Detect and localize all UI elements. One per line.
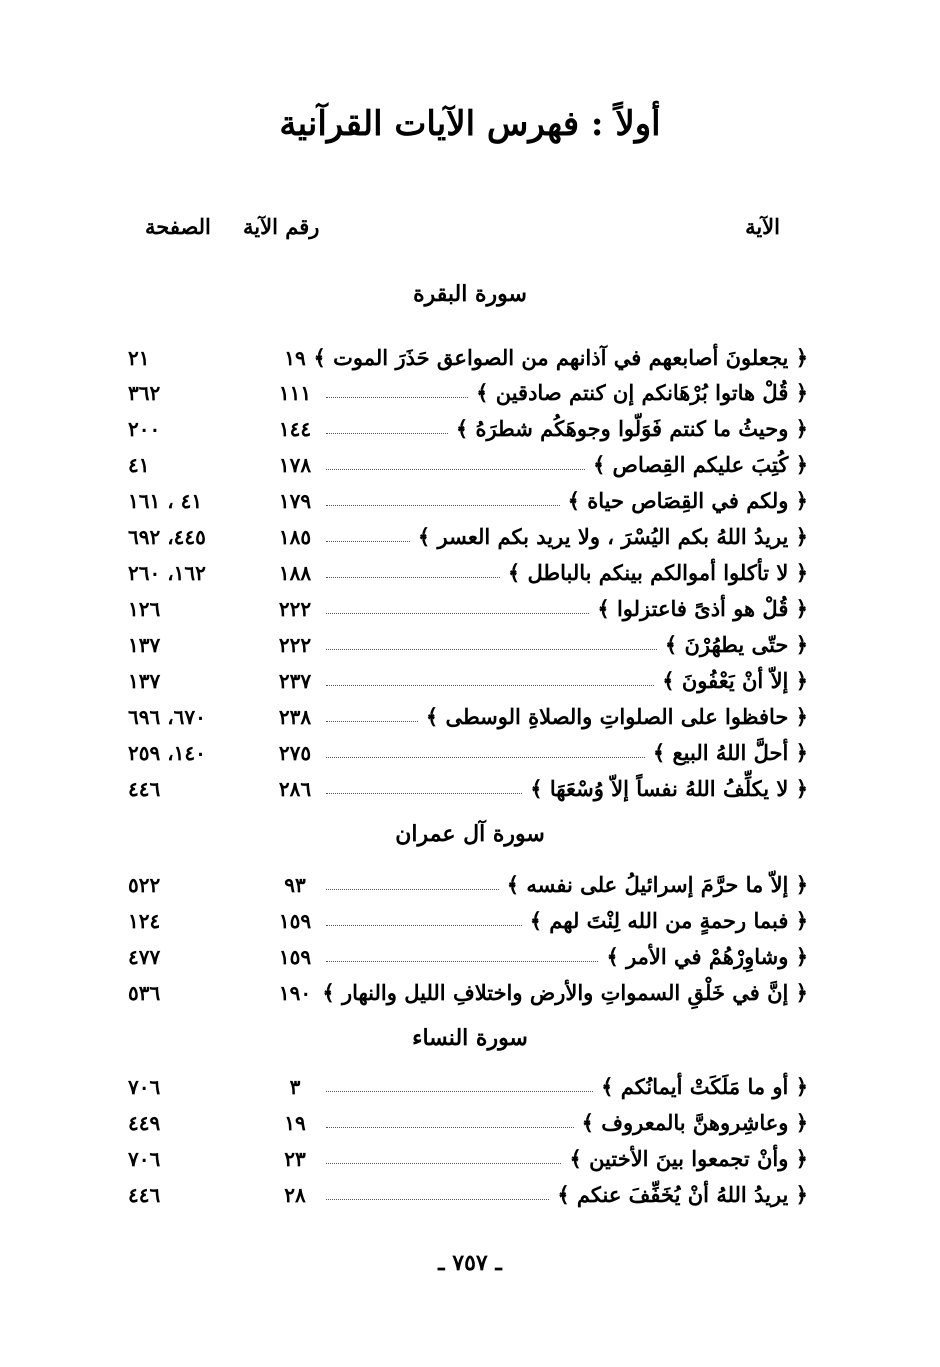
verse-text: ﴿ إلاّ أنْ يَعْفُونَ ﴾ bbox=[662, 668, 808, 693]
page-refs: ١٢٦ bbox=[128, 597, 161, 621]
dot-leader bbox=[326, 613, 589, 614]
ayah-number: ١٥٩ bbox=[278, 945, 312, 969]
index-row bbox=[0, 628, 940, 662]
ayah-number: ١٨٥ bbox=[278, 525, 312, 549]
ayah-number: ١٧٨ bbox=[278, 453, 312, 477]
index-row bbox=[0, 976, 940, 1010]
dot-leader bbox=[326, 1091, 593, 1092]
page-refs: ٤٧٧ bbox=[128, 945, 161, 969]
ayah-number: ١٩٠ bbox=[278, 981, 312, 1005]
ayah-number: ١٩ bbox=[284, 346, 306, 370]
verse-text: ﴿ لا تأكلوا أموالكم بينكم بالباطل ﴾ bbox=[507, 560, 808, 585]
verse-text: ﴿ حتّى يطهُرْنَ ﴾ bbox=[664, 632, 808, 657]
dot-leader bbox=[326, 961, 598, 962]
ayah-number: ١٨٨ bbox=[278, 561, 312, 585]
index-row bbox=[0, 904, 940, 938]
verse-text: ﴿ وأنْ تجمعوا بينَ الأختين ﴾ bbox=[569, 1146, 808, 1171]
ayah-number: ٢٨ bbox=[284, 1183, 306, 1207]
index-row bbox=[0, 592, 940, 626]
ayah-number: ٢٢٢ bbox=[278, 597, 312, 621]
index-row bbox=[0, 1142, 940, 1176]
page-refs: ١٢٤ bbox=[128, 909, 161, 933]
index-row bbox=[0, 484, 940, 518]
page-refs: ٢٠٠ bbox=[128, 417, 161, 441]
verse-text: ﴿ أحلَّ اللهُ البيع ﴾ bbox=[652, 740, 808, 765]
dot-leader bbox=[326, 757, 645, 758]
dot-leader bbox=[326, 1199, 549, 1200]
page-refs: ٧٠٦ bbox=[128, 1075, 161, 1099]
page-number: ـ ٧٥٧ ـ bbox=[438, 1250, 502, 1276]
index-row bbox=[0, 700, 940, 734]
ayah-number: ٢٣ bbox=[284, 1147, 306, 1171]
page-refs: ١٣٧ bbox=[128, 633, 161, 657]
index-row bbox=[0, 1070, 940, 1104]
page-title: أولاً : فهرس الآيات القرآنية bbox=[279, 104, 661, 144]
dot-leader bbox=[326, 541, 410, 542]
index-row bbox=[0, 1106, 940, 1140]
verse-text: ﴿ قُلْ هاتوا بُرْهَانكم إن كنتم صادقين ﴾ bbox=[476, 380, 808, 405]
ayah-number: ٢٣٧ bbox=[278, 669, 312, 693]
ayah-number: ٢٣٨ bbox=[278, 705, 312, 729]
verse-text: ﴿ وعاشِروهنَّ بالمعروف ﴾ bbox=[581, 1110, 808, 1135]
surah-heading: سورة آل عمران bbox=[395, 821, 545, 847]
ayah-number: ٢٧٥ bbox=[278, 741, 312, 765]
dot-leader bbox=[326, 1127, 574, 1128]
page-refs: ٤٤٦ bbox=[128, 1183, 161, 1207]
index-row bbox=[0, 520, 940, 554]
index-row bbox=[0, 1178, 940, 1212]
index-row bbox=[0, 556, 940, 590]
ayah-number: ١٧٩ bbox=[278, 489, 312, 513]
page-refs: ٣٦٢ bbox=[128, 381, 161, 405]
page-refs: ٢١ bbox=[128, 346, 150, 370]
verse-text: ﴿ فبما رحمةٍ من الله لِنْتَ لهم ﴾ bbox=[529, 908, 808, 933]
index-row bbox=[0, 341, 940, 375]
dot-leader bbox=[326, 433, 448, 434]
ayah-number: ٩٣ bbox=[284, 873, 306, 897]
page-refs: ٤٤٩ bbox=[128, 1111, 161, 1135]
dot-leader bbox=[326, 889, 499, 890]
dot-leader bbox=[326, 577, 500, 578]
verse-text: ﴿ يجعلونَ أصابعهم في آذانهم من الصواعق حَذَرَ الموت ﴾ bbox=[313, 345, 808, 370]
verse-text: ﴿ يريدُ اللهُ أنْ يُخَفِّفَ عنكم ﴾ bbox=[557, 1182, 808, 1207]
dot-leader bbox=[326, 1163, 561, 1164]
dot-leader bbox=[326, 925, 522, 926]
verse-text: ﴿ كُتِبَ عليكم القِصاص ﴾ bbox=[592, 452, 808, 477]
column-header-ayah: الآية bbox=[745, 214, 780, 239]
verse-text: ﴿ قُلْ هو أذىً فاعتزلوا ﴾ bbox=[597, 596, 808, 621]
column-header-page: الصفحة bbox=[145, 214, 211, 239]
ayah-number: ٢٢٢ bbox=[278, 633, 312, 657]
verse-text: ﴿ أو ما مَلَكَتْ أيمانُكم ﴾ bbox=[601, 1074, 808, 1099]
verse-text: ﴿ يريدُ اللهُ بكم اليُسْرَ ، ولا يريد بكم العسر ﴾ bbox=[417, 524, 808, 549]
index-row bbox=[0, 940, 940, 974]
surah-heading: سورة النساء bbox=[412, 1025, 528, 1051]
page-refs: ١٦٢، ٢٦٠ bbox=[128, 561, 206, 585]
page-refs: ٥٣٦ bbox=[128, 981, 161, 1005]
page-refs: ٤٤٥، ٦٩٢ bbox=[128, 525, 206, 549]
index-row bbox=[0, 412, 940, 446]
page-refs: ٧٠٦ bbox=[128, 1147, 161, 1171]
dot-leader bbox=[326, 793, 522, 794]
verse-text: ﴿ وحيثُ ما كنتم فَوَلّوا وجوهَكُم شطرَهُ ﴾ bbox=[455, 416, 808, 441]
verse-text: ﴿ إنَّ في خَلْقِ السمواتِ والأرض واختلافِ الليل والنهار ﴾ bbox=[322, 980, 808, 1005]
dot-leader bbox=[326, 649, 657, 650]
ayah-number: ٢٨٦ bbox=[278, 777, 312, 801]
index-row bbox=[0, 376, 940, 410]
index-row bbox=[0, 868, 940, 902]
page-refs: ١٣٧ bbox=[128, 669, 161, 693]
ayah-number: ١٤٤ bbox=[278, 417, 312, 441]
page-refs: ٤١ bbox=[128, 453, 150, 477]
dot-leader bbox=[326, 469, 585, 470]
page-refs: ٤٤٦ bbox=[128, 777, 161, 801]
index-row bbox=[0, 772, 940, 806]
ayah-number: ٣ bbox=[289, 1075, 301, 1099]
verse-text: ﴿ حافظوا على الصلواتِ والصلاةِ الوسطى ﴾ bbox=[425, 704, 808, 729]
verse-text: ﴿ إلاّ ما حرَّمَ إسرائيلُ على نفسه ﴾ bbox=[506, 872, 808, 897]
page-refs: ٥٢٢ bbox=[128, 873, 161, 897]
column-header-ayah-number: رقم الآية bbox=[243, 214, 320, 239]
verse-text: ﴿ لا يكلِّفُ اللهُ نفساً إلاّ وُسْعَهَا ﴾ bbox=[530, 776, 808, 801]
verse-text: ﴿ ولكم في القِصَاص حياة ﴾ bbox=[567, 488, 808, 513]
dot-leader bbox=[326, 505, 560, 506]
index-row bbox=[0, 448, 940, 482]
index-row bbox=[0, 736, 940, 770]
surah-heading: سورة البقرة bbox=[413, 281, 527, 307]
ayah-number: ١٩ bbox=[284, 1111, 306, 1135]
verse-text: ﴿ وشاوِرْهُمْ في الأمر ﴾ bbox=[606, 944, 808, 969]
ayah-number: ١٥٩ bbox=[278, 909, 312, 933]
page-refs: ٤١ ، ١٦١ bbox=[128, 489, 203, 513]
dot-leader bbox=[326, 397, 468, 398]
index-row bbox=[0, 664, 940, 698]
dot-leader bbox=[326, 685, 654, 686]
page-refs: ١٤٠، ٢٥٩ bbox=[128, 741, 206, 765]
ayah-number: ١١١ bbox=[278, 381, 312, 405]
page-refs: ٦٧٠، ٦٩٦ bbox=[128, 705, 206, 729]
dot-leader bbox=[326, 721, 418, 722]
